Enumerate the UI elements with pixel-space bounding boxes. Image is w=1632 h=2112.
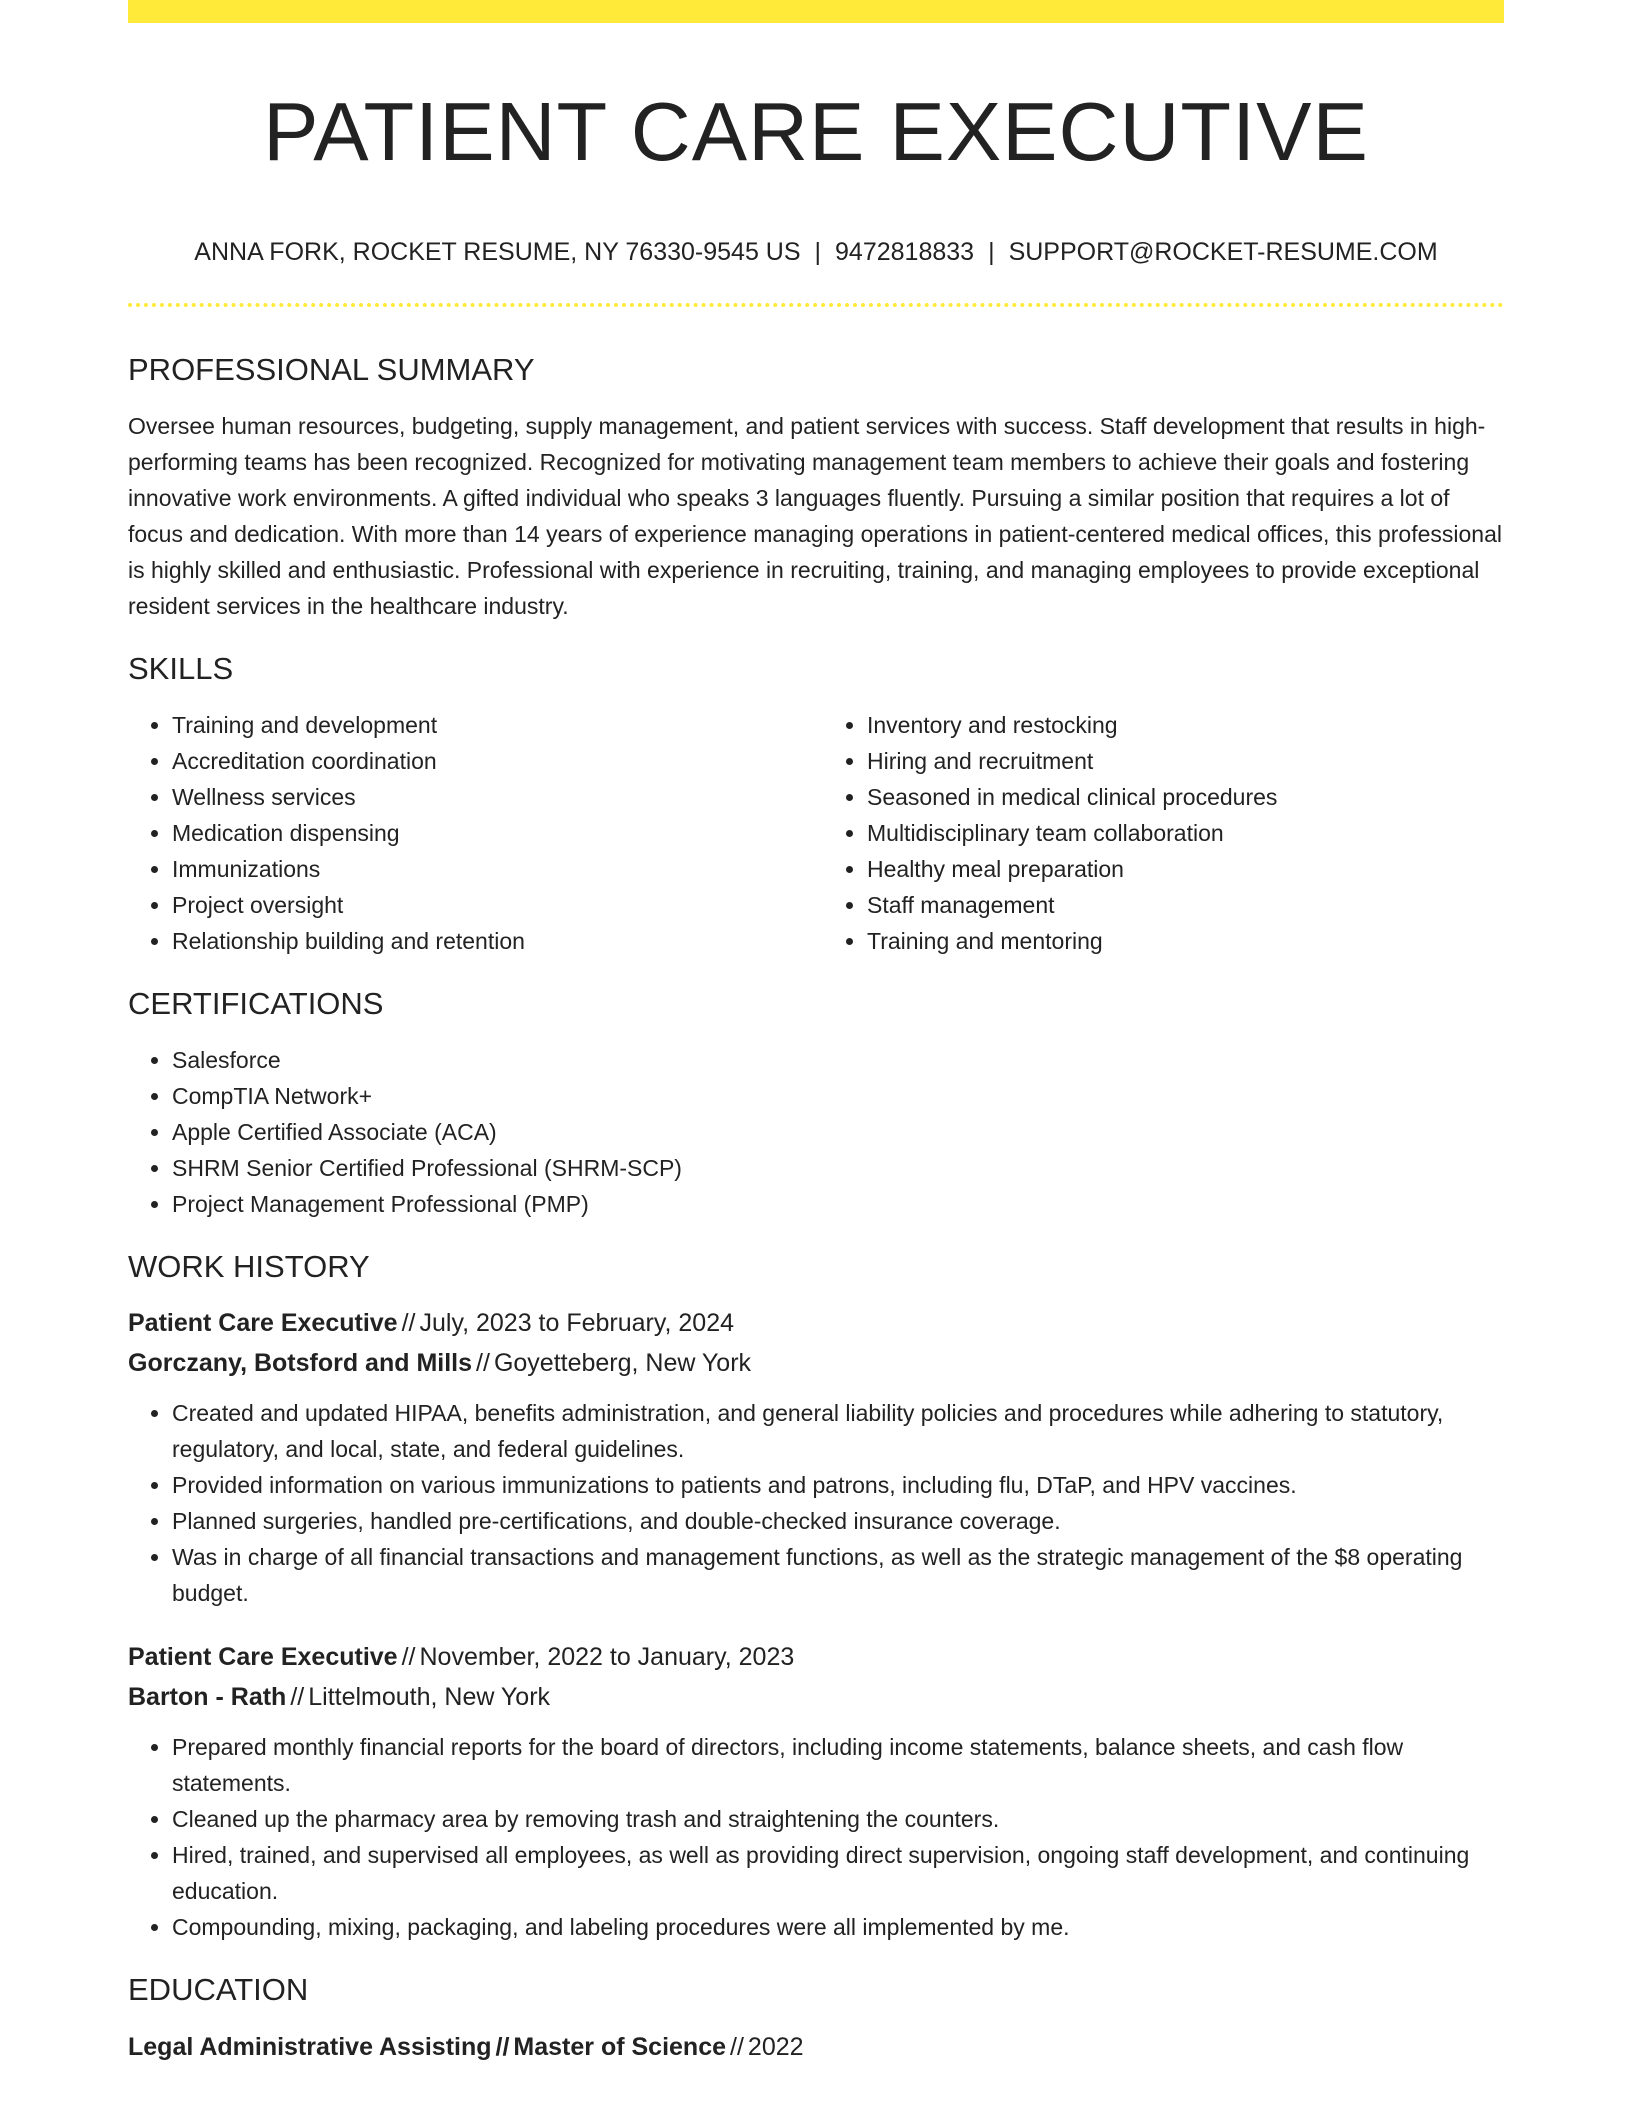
job-company-line: [128, 1343, 1504, 1383]
job-dates: July, 2023 to February, 2024: [419, 1309, 735, 1338]
separator-slashes: //: [290, 1683, 305, 1712]
education-degree: Master of Science: [513, 2032, 727, 2061]
skill-item: • Hiring and recruitment: [867, 743, 1504, 779]
job-location: Goyetteberg, New York: [493, 1349, 752, 1378]
skills-column-right: [816, 707, 1504, 959]
education-heading: EDUCATION: [128, 1972, 309, 2008]
certifications-list: [128, 1042, 1504, 1222]
job-bullets: [128, 1395, 1504, 1611]
skill-item: • Seasoned in medical clinical procedures: [867, 779, 1504, 815]
contact-line: [128, 237, 1504, 267]
skill-item: • Inventory and restocking: [867, 707, 1504, 743]
skill-item: • Project oversight: [172, 887, 816, 923]
skill-item: • Accreditation coordination: [172, 743, 816, 779]
skills-heading: SKILLS: [128, 650, 234, 686]
skill-item: • Staff management: [867, 887, 1504, 923]
certification-item: • Project Management Professional (PMP): [172, 1186, 1504, 1222]
job-bullet: • Prepared monthly financial reports for the board of directors, including income statements, balance sheets, and cash flow statements.: [172, 1729, 1504, 1801]
job-location: Littelmouth, New York: [308, 1683, 551, 1712]
job-company-line: [128, 1677, 1504, 1717]
contact-address: ANNA FORK, ROCKET RESUME, NY 76330-9545 US: [194, 237, 801, 266]
contact-separator: |: [814, 237, 822, 266]
skill-item: • Medication dispensing: [172, 815, 816, 851]
separator-slashes: //: [495, 2032, 510, 2061]
job-title: Patient Care Executive: [128, 1643, 398, 1672]
contact-separator: |: [988, 237, 995, 266]
job-bullet: • Was in charge of all financial transactions and management functions, as well as the strategic management of the $8 operating budget.: [172, 1539, 1504, 1611]
education-line: [128, 2027, 1504, 2067]
skill-item: • Training and mentoring: [867, 923, 1504, 959]
job-bullet: • Cleaned up the pharmacy area by removing trash and straightening the counters.: [172, 1801, 1504, 1837]
skills-list: [128, 707, 1504, 959]
certifications-heading: CERTIFICATIONS: [128, 985, 384, 1021]
job-bullet: • Created and updated HIPAA, benefits administration, and general liability policies and procedures while adhering to statutory, regulatory, and local, state, and federal guidelines.: [172, 1395, 1504, 1467]
separator-slashes: //: [730, 2032, 744, 2061]
summary-text: Oversee human resources, budgeting, supply management, and patient services with success. Staff development that results in high-performing teams has been recognized. Recognized for motivating management team members to achieve their goals and fostering innovative work environments. A gifted individual who speaks 3 languages fluently. Pursuing a similar position that requires a lot of focus and dedication. With more than 14 years of experience managing operations in patient-centered medical offices, this professional is highly skilled and enthusiastic. Professional with experience in recruiting, training, and managing employees to provide exceptional resident services in the healthcare industry.: [128, 412, 1502, 619]
separator-slashes: //: [476, 1349, 490, 1378]
job-title: Patient Care Executive: [128, 1309, 398, 1338]
skill-item: • Relationship building and retention: [172, 923, 816, 959]
job-bullet: • Planned surgeries, handled pre-certifications, and double-checked insurance coverage.: [172, 1503, 1504, 1539]
certification-item: • Apple Certified Associate (ACA): [172, 1114, 1504, 1150]
job-bullet: • Compounding, mixing, packaging, and labeling procedures were all implemented by me.: [172, 1909, 1504, 1945]
job-bullets: [128, 1729, 1504, 1945]
summary-heading: PROFESSIONAL SUMMARY: [128, 351, 535, 387]
work-history-heading: WORK HISTORY: [128, 1249, 370, 1285]
certification-item: • SHRM Senior Certified Professional (SHRM-SCP): [172, 1150, 1504, 1186]
job-entry: [128, 1637, 1504, 1945]
certification-item: • Salesforce: [172, 1042, 1504, 1078]
job-company: Gorczany, Botsford and Mills: [128, 1349, 473, 1378]
separator-slashes: //: [401, 1309, 416, 1338]
separator-slashes: //: [401, 1643, 416, 1672]
job-title-line: [128, 1637, 1504, 1677]
top-accent-bar: [128, 0, 1504, 23]
job-title-line: [128, 1303, 1504, 1343]
job-entry: [128, 1303, 1504, 1611]
skill-item: • Immunizations: [172, 851, 816, 887]
skill-item: • Wellness services: [172, 779, 816, 815]
job-bullet: • Provided information on various immunizations to patients and patrons, including flu, DTaP, and HPV vaccines.: [172, 1467, 1504, 1503]
skills-column-left: [128, 707, 816, 959]
resume-page: [128, 0, 1504, 2067]
dotted-divider: [128, 303, 1504, 307]
resume-title: PATIENT CARE EXECUTIVE: [263, 85, 1369, 178]
job-company: Barton - Rath: [128, 1683, 287, 1712]
skill-item: • Training and development: [172, 707, 816, 743]
contact-phone: 9472818833: [835, 237, 975, 266]
skill-item: • Healthy meal preparation: [867, 851, 1504, 887]
education-field: Legal Administrative Assisting: [128, 2032, 492, 2061]
job-dates: November, 2022 to January, 2023: [419, 1643, 795, 1672]
contact-email: SUPPORT@ROCKET-RESUME.COM: [1008, 237, 1438, 266]
education-year: 2022: [747, 2032, 804, 2061]
certification-item: • CompTIA Network+: [172, 1078, 1504, 1114]
skill-item: • Multidisciplinary team collaboration: [867, 815, 1504, 851]
job-bullet: • Hired, trained, and supervised all employees, as well as providing direct supervision, ongoing staff development, and continuing education.: [172, 1837, 1504, 1909]
